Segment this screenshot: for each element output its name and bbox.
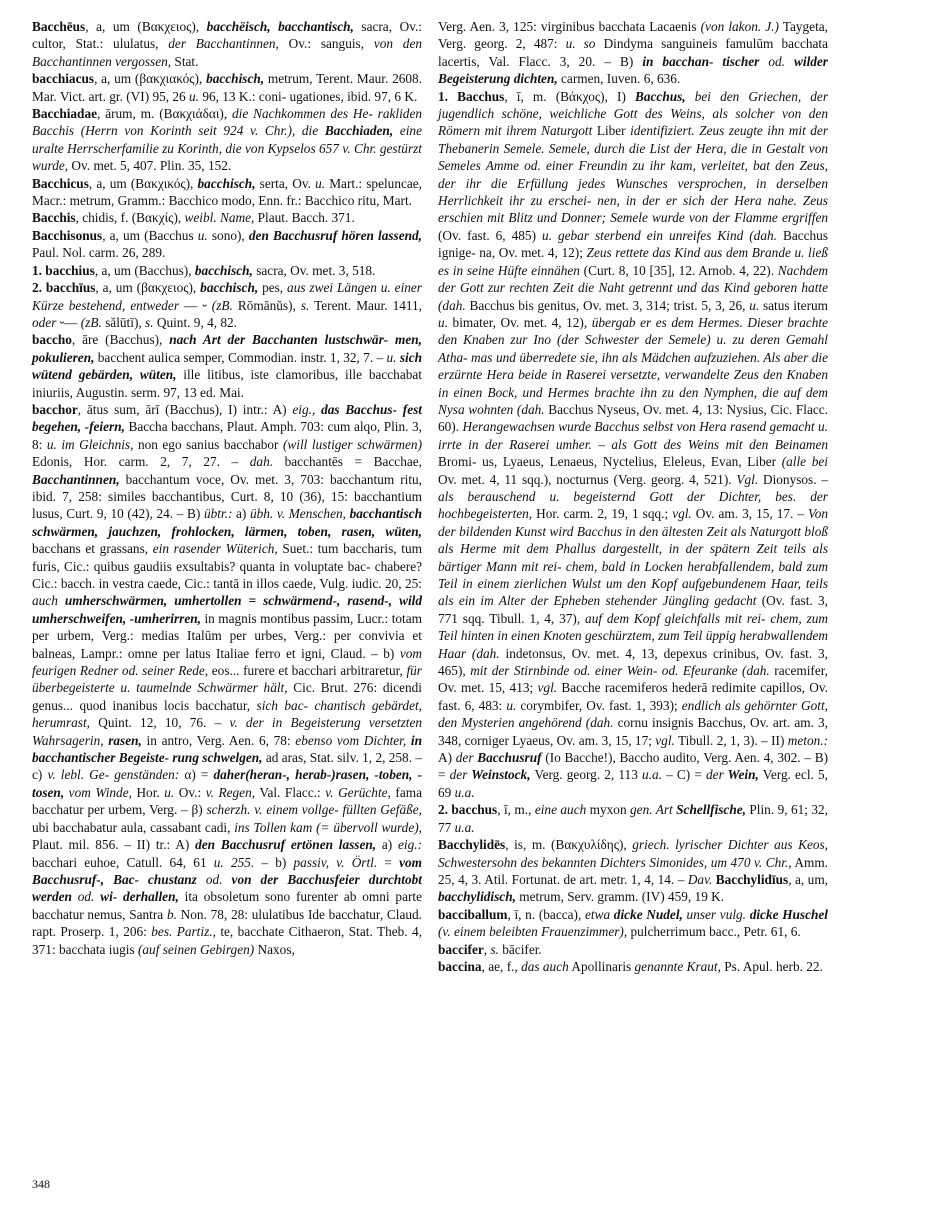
entry-text: von den Bacchantinnen vergossen, xyxy=(32,36,423,69)
entry-headword: Bacchis xyxy=(32,210,76,226)
dictionary-entry xyxy=(32,70,422,105)
entry-text: , ī, m., xyxy=(497,802,535,818)
entry-text: bacchisch, xyxy=(200,280,259,296)
entry-text: indetonsus, Ov. met. 4, 13, depexus crinibus, Ov. fast. 3, 465), xyxy=(438,645,828,679)
entry-text: u. xyxy=(438,314,448,330)
entry-text: Bacchiaden, xyxy=(324,123,394,139)
entry-text: daher(heran-, herab-)rasen, -toben, -tosen, xyxy=(32,767,423,800)
entry-text: bacchëisch, bacchantisch, xyxy=(206,19,354,34)
entry-text: Schellfische, xyxy=(672,802,746,818)
entry-text: Bacchusruf xyxy=(473,750,542,766)
entry-text: der xyxy=(706,767,724,783)
entry-text: identifiziert. Zeus zeugte ihn mit der Thebanerin Semele. Semele, durch die List der Hera, die in Gestalt von Semeles Amme od. einer Freundin zu ihr kam, verleitet, bat den Zeus, der ihr die Erfüllung jedes Wunsches versprochen, in derselben Herrlichkeit ihr zu erschei- nen, in der er sich der Hera nahe. Zeus erschien mit Blitz und Donner; Semele wurde von der Flamme ergriffen xyxy=(438,123,828,226)
dictionary-entry xyxy=(438,801,828,836)
entry-text: (Ov. fast. 3, 771 sqq. Tibull. 1, 4, 37), xyxy=(438,593,828,626)
entry-text: u. xyxy=(315,175,326,191)
entry-text: s. xyxy=(490,941,499,957)
entry-text: Ov. met. 4, 11 sqq.), nocturnus (Verg. georg. 4, 521). xyxy=(438,471,737,487)
entry-text: oder xyxy=(32,314,57,330)
entry-text: ubi bacchabatur aula, cassabant cadi, xyxy=(32,819,235,835)
entry-text: Quint. 9, 4, 82. xyxy=(153,314,238,330)
entry-text: metrum, Serv. gramm. (IV) 459, 19 K. xyxy=(515,889,725,905)
entry-text: u. xyxy=(189,88,199,104)
entry-text: Hor. xyxy=(131,784,165,800)
entry-text: , ī, m. (Βάκχος), I) xyxy=(504,88,635,104)
entry-text: Herangewachsen wurde Bacchus selbst von Hera rasend gemacht u. irrte in der Raserei umher. – als Gott des Weins mit den Beinamen xyxy=(438,419,828,452)
entry-text: eig.: xyxy=(398,837,422,853)
entry-text: Apollinaris xyxy=(568,958,635,974)
entry-text: (Io Bacche!), Baccho audito, Verg. Aen. 4, 302. – B) = xyxy=(438,750,828,783)
entry-text: vgl. xyxy=(537,680,558,696)
dictionary-entry xyxy=(438,88,828,802)
entry-text: , ārum, m. (Βακχιάδαι), xyxy=(97,106,233,122)
entry-text: eig., xyxy=(292,401,316,417)
entry-text: sacra, Ov.: cultor, Stat.: ululatus, xyxy=(32,19,422,52)
entry-text: u.a. xyxy=(642,767,662,783)
dictionary-entry xyxy=(32,227,422,262)
entry-text: 96, 13 K.: coni- ugationes, ibid. 97, 6 K. xyxy=(199,88,418,104)
entry-text: Liber xyxy=(592,123,631,139)
entry-text: , ātus sum, ārī (Bacchus), I) intr.: A) xyxy=(77,401,293,417)
entry-text: ins Tollen kam (= übervoll wurde), xyxy=(234,819,422,835)
entry-text: übergab er es dem Hermes. Dieser brachte den Knaben zur Ino (der Schwester der Semele) u. zu deren Gemahl Atha- mas und überredete sie, ihn als Mädchen aufzuziehen. Als aber die erzürnte Hera beide in Raserei versetzte, verwandelte Zeus den Knaben in einen Bock, und Hermes brachte ihn zu den Nymphen, die auf dem Nysa wohnten (dah. xyxy=(438,314,828,417)
entry-text: Dindyma sanguineis famulūm bacchata lacertis, Val. Flacc. 3, 20. – B) xyxy=(438,36,828,69)
entry-text: auch xyxy=(32,593,58,609)
entry-text: unser vulg. xyxy=(682,906,747,922)
entry-text: (von lakon. J.) xyxy=(700,19,779,34)
entry-text: in bacchan- tischer xyxy=(642,53,760,69)
entry-text: passiv, v. Örtl. xyxy=(293,854,378,870)
entry-text: der Bacchantinnen, xyxy=(168,36,279,52)
entry-text: non ego sanius bacchabor xyxy=(133,436,283,452)
entry-text: als berauschend u. begeisternd Gott der Dichter, bes. der hochbegeisterten, xyxy=(438,488,828,522)
entry-text: griech. lyrischer Dichter aus Keos, Schwestersohn des bekannten Dichters Simonides, um 470 v. Chr., xyxy=(438,837,828,870)
entry-text: eine auch xyxy=(534,802,587,818)
entry-headword: 1. bacchius xyxy=(32,262,95,278)
entry-text: vom feurigen Redner od. seiner Rede, xyxy=(32,645,422,679)
entry-text: od. xyxy=(196,871,232,887)
entry-headword: baccho xyxy=(32,332,72,348)
entry-text: der xyxy=(455,750,474,766)
dictionary-entry xyxy=(32,175,422,210)
entry-text: bacchans et grassans, xyxy=(32,541,153,557)
entry-text: metrum, Terent. Maur. 2608. Mar. Vict. art. gr. (VI) 95, 26 xyxy=(32,71,423,104)
entry-headword: baccina xyxy=(438,958,482,974)
entry-text: od. xyxy=(759,53,794,69)
dictionary-entry xyxy=(32,401,422,958)
entry-text: s. xyxy=(145,314,154,330)
entry-text: Val. Flacc.: xyxy=(255,784,326,800)
entry-headword: baccifer xyxy=(438,941,484,957)
entry-text: u. xyxy=(506,697,517,713)
entry-text: , is, m. (Βακχυλίδης), xyxy=(505,837,633,853)
entry-text: gen. Art xyxy=(630,802,673,818)
entry-text: für überbegeisterte u. taumelnde Schwärmer hält, xyxy=(32,663,422,696)
entry-text: Plaut. Bacch. 371. xyxy=(254,210,355,226)
entry-text: (v. einem beleibten Frauenzimmer), xyxy=(438,924,628,940)
entry-text: Naxos, xyxy=(254,941,295,957)
entry-text: , ī, n. (bacca), xyxy=(507,906,585,922)
entry-text: übh. v. Menschen, xyxy=(249,506,346,522)
entry-text: v. lebl. Ge- genständen: xyxy=(47,767,180,783)
entry-text: Bacche racemiferos hederā redimite capillos, Ov. fast. 6, 483: xyxy=(438,680,828,713)
entry-text: u. 255. xyxy=(213,854,255,870)
entry-text: Ps. Apul. herb. 22. xyxy=(720,958,823,974)
entry-text: bacchantisch schwärmen, jauchzen, frohlocken, lärmen, toben, rasen, wüten, xyxy=(32,506,422,539)
entry-text: u.a. xyxy=(454,819,475,835)
entry-text: dah. xyxy=(249,454,274,470)
dictionary-entry xyxy=(32,209,422,226)
entry-text: in magnis montibus passim, Lucr.: totam per urbem, Verg.: medias Italūm per urbes, Verg.: per convivia et balneas, Lampr.: omne per latus Italiae ferro et igni, Claud. – b) xyxy=(32,610,422,661)
entry-text: v. der in Begeisterung versetzten Wahrsagerin, xyxy=(32,715,422,748)
entry-text: u. gebar sterbend ein unreifes Kind (dah. xyxy=(542,227,777,243)
entry-text: (zB. xyxy=(211,297,233,313)
entry-headword: Bacchēus xyxy=(32,19,86,34)
entry-text: (Curt. 8, 10 [35], 12. Arnob. 4, 22). xyxy=(579,262,778,278)
entry-text: Dionysos. – xyxy=(758,471,828,487)
entry-text: in antro, Verg. Aen. 6, 78: xyxy=(141,732,296,748)
entry-text: Edonis, Hor. carm. 2, 7, 27. – xyxy=(32,454,250,470)
entry-text: Zeus rettete das Kind aus dem Brande u. ließ es in seine Hüfte einnähen xyxy=(438,245,828,278)
entry-text: Ov. am. 3, 15, 17. – xyxy=(691,506,809,522)
entry-text: Ov.: xyxy=(174,784,206,800)
entry-text: Ov.: sanguis, xyxy=(278,36,374,52)
entry-text: sălūtī), xyxy=(101,314,146,330)
entry-text: u. xyxy=(386,349,397,365)
entry-text: dicke Huschel xyxy=(746,906,828,922)
entry-text: bacchent aulica semper, Commodian. instr. 1, 32, 7. – xyxy=(94,349,387,365)
entry-headword: Bacchiadae xyxy=(32,106,98,122)
entry-text: Paul. Nol. carm. 26, 289. xyxy=(32,245,166,261)
entry-text: genannte Kraut, xyxy=(634,958,721,974)
dictionary-entry xyxy=(32,262,422,279)
dictionary-entry xyxy=(438,906,828,941)
entry-text: –– ⏑ xyxy=(179,297,212,313)
entry-text: pulcherrimum bacc., Petr. 61, 6. xyxy=(627,924,801,940)
entry-text: ita obsoletum sono furenter ab omni parte bacchatur nemus, Santra xyxy=(32,889,422,922)
entry-text: Verg. Aen. 3, 125: virginibus bacchata Lacaenis xyxy=(438,19,701,34)
entry-text: ad aras, Stat. silv. 1, 2, 258. – c) xyxy=(32,750,423,783)
entry-text: , a, um (βακχιακός), xyxy=(94,71,207,87)
entry-text: Mart.: speluncae, Macr.: metrum, Gramm.: Bacchico modo, Enn. fr.: Bacchico ritu, Mart. xyxy=(32,175,422,209)
entry-text: Bacchus, xyxy=(635,88,686,104)
entry-text: satus iterum xyxy=(759,297,828,313)
entry-text: bei den Griechen, der jugendlich schöne, weichliche Gott des Weins, als solcher von den Römern mit ihrem Naturgott xyxy=(438,88,829,139)
entry-headword: Bacchicus xyxy=(32,175,89,191)
entry-text: Verg. georg. 2, 113 xyxy=(530,767,643,783)
entry-text: v. Regen, xyxy=(205,784,256,800)
entry-text: Weinstock, xyxy=(467,767,531,783)
entry-text: a) xyxy=(376,837,398,853)
entry-text: Bromi- us, Lyaeus, Lenaeus, Nyctelius, Eleleus, Evan, Liber xyxy=(438,454,782,470)
entry-text: carmen, Iuven. 6, 636. xyxy=(557,71,681,87)
entry-text: u. so xyxy=(565,36,596,52)
entry-text: u. im Gleichnis, xyxy=(46,436,134,452)
entry-text: s. xyxy=(300,297,310,313)
entry-text: Plaut. mil. 856. – II) tr.: A) xyxy=(32,837,196,853)
entry-text: (will lustiger schwärmen) xyxy=(282,436,423,452)
entry-text: mit der Stirnbinde od. einer Wein- od. Efeuranke (dah. xyxy=(470,663,770,679)
entry-text: bacchari euhoe, Catull. 64, 61 xyxy=(32,854,214,870)
entry-text: auf dem Kopf gleichfalls mit rei- chem, zum Teil hinten in einen Knoten geschürztem, zum Teil üppig herabwallendem Haar (dah. xyxy=(438,610,828,661)
entry-text: – C) = xyxy=(661,767,707,783)
entry-text: (Ov. fast. 6, 485) xyxy=(438,227,543,243)
entry-text: Tibull. 2, 1, 3). – II) xyxy=(674,732,788,748)
dictionary-entry xyxy=(438,958,828,975)
entry-text: , chidis, f. (Βακχίς), xyxy=(75,210,185,226)
entry-text: weibl. Name, xyxy=(184,210,255,226)
entry-text: sich wütend gebärden, wüten, xyxy=(32,349,422,383)
entry-text: (auf seinen Gebirgen) xyxy=(137,941,255,957)
entry-text: Verg. ecl. 5, 69 xyxy=(438,767,829,800)
entry-text: nach Art der Bacchanten lustschwär- men, pokulieren, xyxy=(32,332,422,365)
entry-text: u. xyxy=(749,297,760,313)
entry-headword: bacchiacus xyxy=(32,71,95,87)
entry-text: v. Gerüchte, xyxy=(325,784,391,800)
entry-headword: Bacchisonus xyxy=(32,227,103,243)
entry-headword: 2. bacchīus xyxy=(32,280,96,296)
entry-text: bacchylidisch, xyxy=(438,889,516,905)
entry-text: wilder Begeisterung dichten, xyxy=(438,53,828,87)
entry-text: ebenso vom Dichter, xyxy=(295,732,407,748)
entry-text: Bacchus bis genitus, Ov. met. 3, 314; trist. 5, 3, 26, xyxy=(465,297,750,313)
entry-text: serta, Ov. xyxy=(255,175,316,191)
entry-text: corymbifer, Ov. fast. 1, 393); xyxy=(516,697,682,713)
entry-text: sono), xyxy=(207,227,249,243)
entry-text: vgl. xyxy=(672,506,692,522)
entry-text: scherzh. v. einem vollge- füllten Gefäße, xyxy=(206,802,422,818)
entry-text: den Bacchusruf ertönen lassen, xyxy=(195,837,377,853)
entry-text: , ae, f., xyxy=(481,958,522,974)
entry-text: myxon xyxy=(586,802,631,818)
entry-text: bacchantum voce, Ov. met. 3, 703: bacchantum ritu, ibid. 7, 258: similes bacchantibus, Curt. 8, 10 (36), 15: bacchantium lusus, Curt. 9, 10 (42), 24. – B) xyxy=(32,471,422,522)
entry-text: , a, um (βακχειος), xyxy=(95,280,201,296)
entry-headword: bacchor xyxy=(32,401,78,417)
entry-text: den Bacchusruf hören lassend, xyxy=(248,227,422,243)
entry-text: Von der bildenden Kunst wird Bacchus in den ältesten Zeit als Naturgott bloß als Herme mit dem Phallus dargestellt, in der spätern Zeit teils als bärtiger Mann mit rei- chem, bald in Locken herabfallendem, bald zum Teil in einem zierlichen Wulst um den Kopf aufgebundenem Haar, teils als ein im Alter der Epheben stehender Jüngling gedacht xyxy=(438,506,828,609)
entry-text: das auch xyxy=(521,958,569,974)
entry-text: endlich als gehörnter Gott, den Mysterien angehörend (dah. xyxy=(438,697,828,731)
entry-text: Dav. xyxy=(687,871,713,887)
entry-text: (alle bei xyxy=(781,454,828,470)
left-column xyxy=(32,18,422,958)
entry-text: der xyxy=(449,767,468,783)
dictionary-entry xyxy=(32,105,422,175)
entry-text: fama bacchatur per urbem, Verg. – β) xyxy=(32,784,422,818)
entry-text: dicke Nudel, xyxy=(610,906,683,922)
entry-headword: 2. bacchus xyxy=(438,802,498,818)
entry-text: Stat. xyxy=(171,53,199,69)
entry-text: die Nachkommen des He- rakliden Bacchis (Herrn von Korinth seit 924 v. Chr.), die xyxy=(32,106,422,139)
entry-text: , xyxy=(483,941,491,957)
entry-text: od. xyxy=(71,889,101,905)
entry-text: , a, um, xyxy=(788,871,828,887)
entry-text: Vgl. xyxy=(736,471,759,487)
entry-text: Non. 78, 28: ululatibus Ide bacchatur, Claud. rapt. Proserp. 1, 206: xyxy=(32,906,422,940)
entry-text: Bacchus ignige- na, Ov. met. 4, 12); xyxy=(438,227,828,261)
entry-text: meton.: xyxy=(787,732,829,748)
entry-text: bacchantēs = Bacchae, xyxy=(273,454,422,470)
entry-text: cornu insignis Bacchus, Ov. art. am. 3, 348, corniger Lyaeus, Ov. am. 3, 15, 17; xyxy=(438,715,828,748)
entry-text: Bacchantinnen, xyxy=(32,471,120,487)
entry-text: , a, um (Bacchus), xyxy=(94,262,195,278)
entry-text: von der Bacchusfeier durchtobt werden xyxy=(32,871,422,905)
entry-text: pes, xyxy=(258,280,288,296)
entry-text: das Bacchus- fest begehen, -feiern, xyxy=(32,401,423,435)
entry-text: bacchisch, xyxy=(197,175,256,191)
entry-text: bacchisch, xyxy=(194,262,253,278)
entry-text: racemifer, Ov. met. 15, 413; xyxy=(438,663,828,696)
entry-text: Hor. carm. 2, 19, 1 sqq.; xyxy=(532,506,673,522)
entry-text: Baccha bacchans, Plaut. Amph. 703: cum alqo, Plin. 3, 8: xyxy=(32,419,422,452)
entry-text: Plin. 9, 61; 32, 77 xyxy=(438,802,828,835)
entry-text: Terent. Maur. 1411, xyxy=(309,297,423,313)
right-column xyxy=(438,18,828,975)
entry-text: bes. Partiz., xyxy=(151,924,216,940)
entry-text: übtr.: xyxy=(203,506,233,522)
entry-text: – b) xyxy=(254,854,294,870)
entry-text: Cic. Brut. 276: dicendi genus... quod inanibus locis bacchatur, xyxy=(32,680,422,713)
entry-text: rasen, xyxy=(103,732,142,748)
entry-text: α) = xyxy=(179,767,214,783)
entry-text: a) xyxy=(232,506,250,522)
entry-text: Wein, xyxy=(723,767,759,783)
entry-text: vgl. xyxy=(655,732,675,748)
entry-text: = xyxy=(377,854,400,870)
entry-text: bimater, Ov. met. 4, 12), xyxy=(447,314,592,330)
dictionary-entry xyxy=(438,18,828,88)
entry-text: Amm. 25, 4, 3. Atil. Fortunat. de art. metr. 1, 4, 14. – xyxy=(438,854,829,887)
dictionary-entry xyxy=(32,279,422,331)
entry-text: eos... furere et bacchari arbitraretur, xyxy=(208,663,407,679)
entry-text: Ov. met. 5, 407. Plin. 35, 152. xyxy=(68,158,232,174)
entry-text: b. xyxy=(166,906,177,922)
entry-headword: Bacchylidēs xyxy=(438,837,506,853)
entry-text: vom Bacchusruf-, Bac- chustanz xyxy=(32,854,422,887)
entry-text: , a, um (Bacchus xyxy=(102,227,198,243)
entry-text: , a, um (Βακχειος), xyxy=(85,19,207,34)
entry-text: Quint. 12, 10, 76. – xyxy=(90,715,230,731)
entry-text: in bacchantischer Begeiste- rung schwelgen, xyxy=(32,732,422,766)
entry-text: bācifer. xyxy=(498,941,542,957)
entry-text: Bacchus Nyseus, Ov. met. 4, 13: Nysius, Cic. Flacc. 60). xyxy=(438,401,828,435)
entry-text: ⏑–– xyxy=(56,314,81,330)
entry-text: wi- derhallen, xyxy=(100,889,179,905)
entry-text: Rōmānŭs), xyxy=(232,297,301,313)
dictionary-entry xyxy=(438,836,828,906)
entry-text: u. xyxy=(197,227,208,243)
entry-text: , āre (Bacchus), xyxy=(71,332,170,348)
entry-text: aus zwei Längen u. einer Kürze bestehend, entweder xyxy=(32,280,422,313)
entry-text: vom Winde, xyxy=(64,784,132,800)
entry-text: A) xyxy=(438,750,456,766)
entry-text: ille litibus, iste clamoribus, ille bacchabat iniuriis, Augustin. serm. 97, 13 ed. Mai. xyxy=(32,367,422,400)
dictionary-entry xyxy=(32,18,422,70)
entry-text: sacra, Ov. met. 3, 518. xyxy=(252,262,376,278)
entry-text: ein rasender Wüterich, xyxy=(152,541,278,557)
entry-text: etwa xyxy=(584,906,611,922)
entry-text: , a, um (Βακχικός), xyxy=(88,175,198,191)
entry-headword: Bacchylidīus xyxy=(712,871,789,887)
entry-headword: bacciballum xyxy=(438,906,508,922)
entry-text: (zB. xyxy=(80,314,102,330)
entry-text: Nachdem der Gott zur rechten Zeit die Naht getrennt und das Kind geboren hatte (dah. xyxy=(438,262,829,313)
entry-text: u. xyxy=(164,784,175,800)
entry-text: bacchisch, xyxy=(206,71,265,87)
entry-text: u.a. xyxy=(454,784,475,800)
page-number: 348 xyxy=(32,1177,50,1191)
entry-text: Suet.: tum baccharis, tum furis, Cic.: quibus gaudiis exsultabis? quanta in voluptate bac- chabere? Cic.: bacch. in vestra caede, Cic.: tantā in illos caede, Vulg. iudic. 20, 25: xyxy=(32,541,422,591)
entry-text: te, bacchate Cithaeron, Stat. Theb. 4, 371: bacchata iugis xyxy=(32,924,423,957)
entry-text: eine uralte Herrscherfamilie zu Korinth, die von Kypselos 657 v. Chr. gestürzt wurde, xyxy=(32,123,422,174)
entry-text: sich bac- chantisch gebärdet, herumrast, xyxy=(32,697,422,731)
entry-text: umherschwärmen, umhertollen = schwärmend-, rasend-, wild umherschweifen, -umherirren, xyxy=(32,593,422,626)
entry-headword: 1. Bacchus xyxy=(438,88,505,104)
entry-text: Taygeta, Verg. georg. 2, 487: xyxy=(438,19,828,52)
dictionary-entry xyxy=(438,941,828,958)
dictionary-entry xyxy=(32,331,422,401)
